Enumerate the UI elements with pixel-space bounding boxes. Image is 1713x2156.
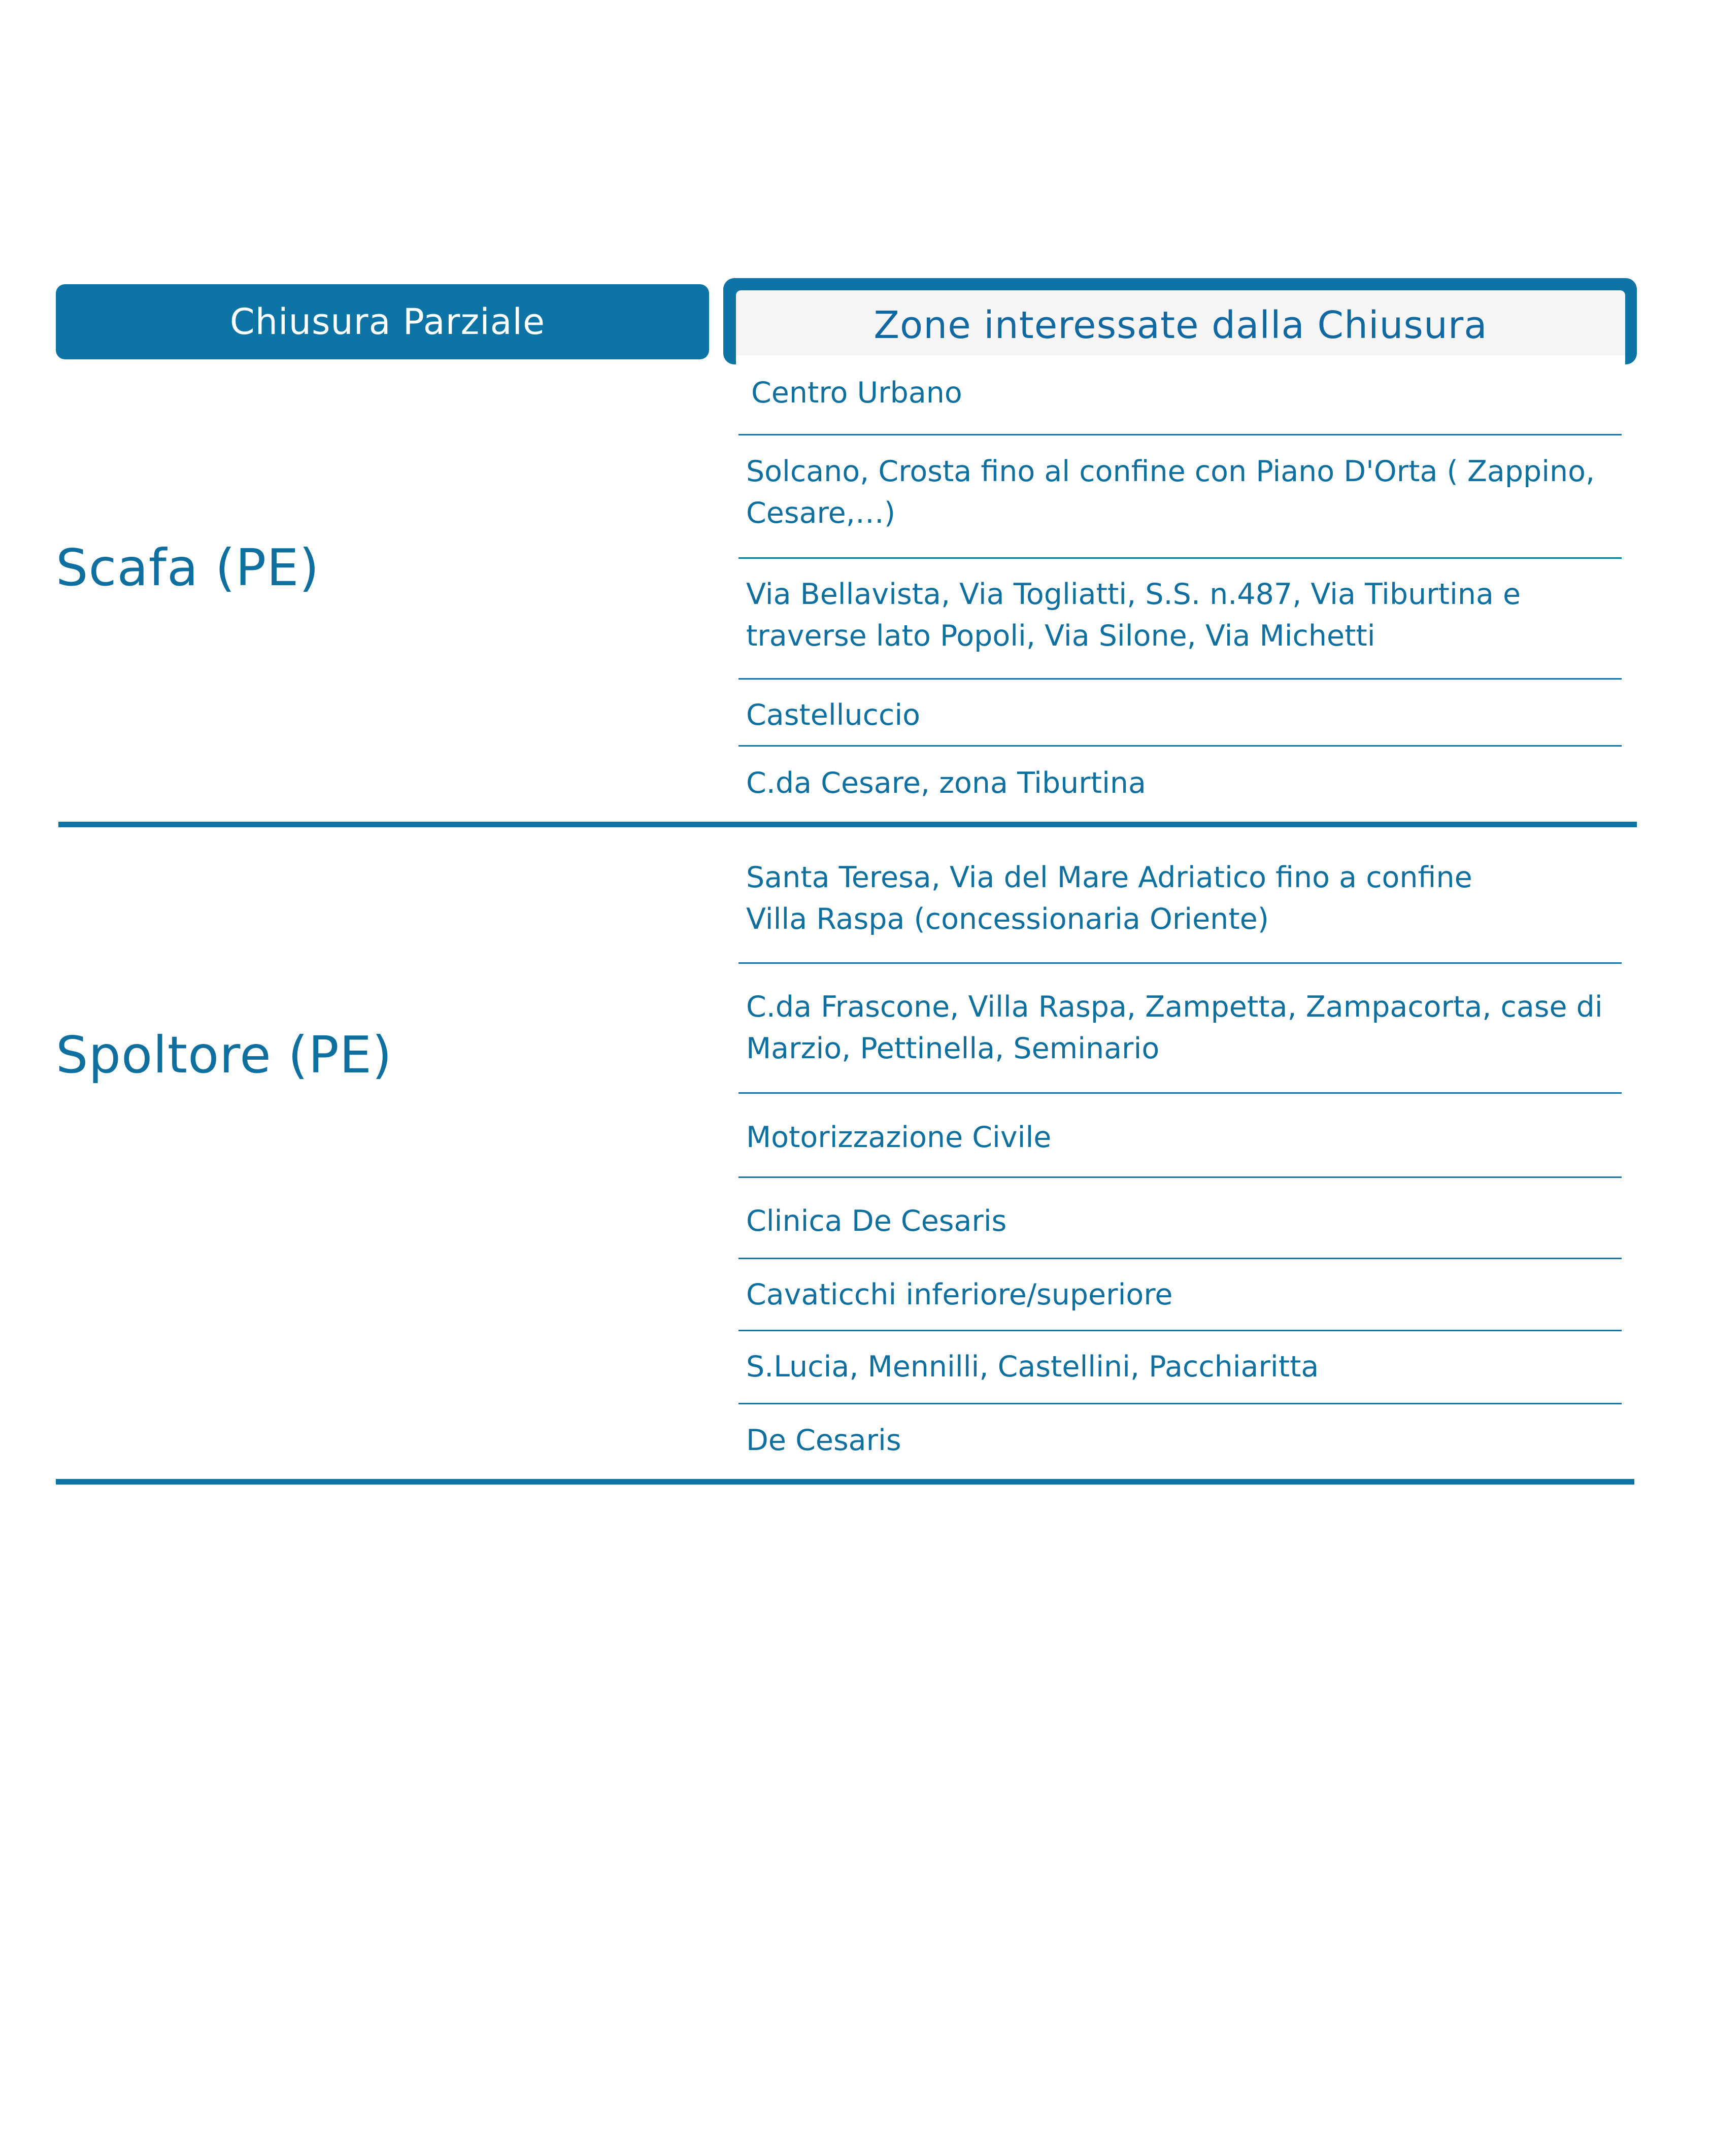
header-right-label: Zone interessate dalla Chiusura [874,304,1488,347]
header-frame-cover [736,355,1625,370]
municipality-spoltore: Spoltore (PE) [56,1025,393,1085]
row-divider [738,1330,1622,1331]
row-divider [738,745,1622,747]
zone-item: De Cesaris [746,1424,901,1457]
header-chiusura-parziale [56,284,709,359]
row-divider [738,557,1622,559]
group-divider [58,822,1637,827]
zone-item: Clinica De Cesaris [746,1204,1007,1238]
row-divider [738,962,1622,964]
row-divider [738,1258,1622,1259]
row-divider [738,1403,1622,1404]
zone-item: S.Lucia, Mennilli, Castellini, Pacchiaritta [746,1350,1319,1384]
zone-item: Cavaticchi inferiore/superiore [746,1278,1173,1311]
zone-item: Motorizzazione Civile [746,1121,1052,1154]
row-divider [738,434,1622,435]
row-divider [738,1176,1622,1178]
header-left-label: Chiusura Parziale [229,301,546,343]
header-zone-interessate [736,290,1625,360]
zone-item: Via Bellavista, Via Togliatti, S.S. n.487, Via Tiburtina e traverse lato Popoli, Via Silone, Via Michetti [746,578,1521,653]
row-divider [738,1092,1622,1094]
zone-item: Centro Urbano [751,376,962,410]
municipality-scafa: Scafa (PE) [56,538,320,597]
row-divider [738,678,1622,680]
zone-item: Solcano, Crosta fino al confine con Piano D'Orta ( Zappino, Cesare,…) [746,455,1595,530]
zone-item: Castelluccio [746,698,921,732]
zone-item: C.da Cesare, zona Tiburtina [746,766,1146,800]
table-bottom-border [56,1479,1634,1485]
zone-item: Santa Teresa, Via del Mare Adriatico fino a confine Villa Raspa (concessionaria Oriente) [746,861,1472,936]
zone-item: C.da Frascone, Villa Raspa, Zampetta, Zampacorta, case di Marzio, Pettinella, Seminario [746,990,1603,1065]
